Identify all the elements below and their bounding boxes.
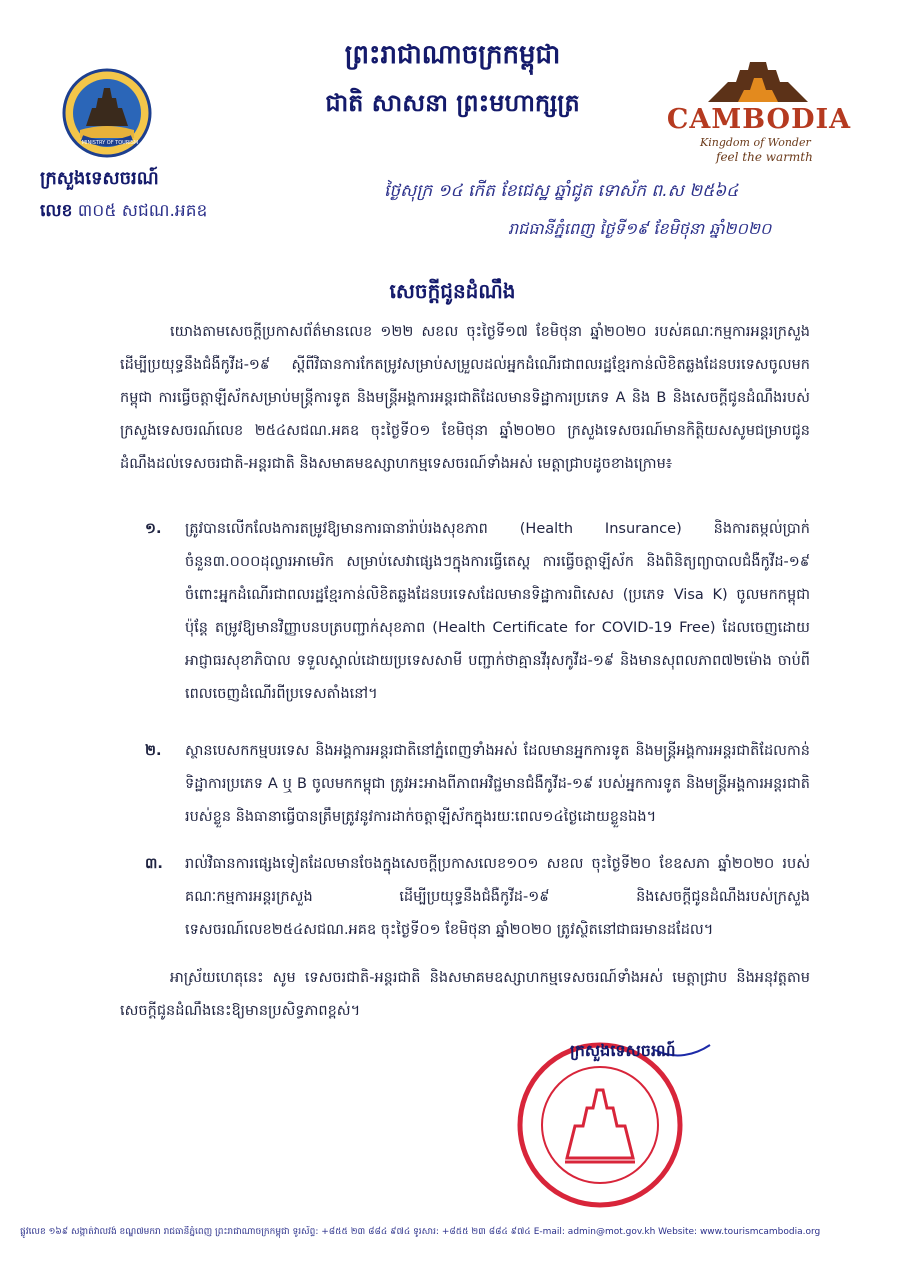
brand-tagline-kingdom: Kingdom of Wonder	[700, 136, 811, 149]
national-motto: ជាតិ សាសនា ព្រះមហាក្សត្រ	[325, 89, 580, 117]
solar-date: រាជធានីភ្នំពេញ ថ្ងៃទី១៩ ខែមិថុនា ឆ្នាំ២០២០	[508, 219, 772, 238]
list-item	[145, 513, 810, 711]
list-item-text: រាល់វិធានការផ្សេងទៀតដែលមានចែងក្នុងសេចក្តីប្រកាសលេខ១០១ សខល ចុះថ្ងៃទី២០ ខែឧសភា ឆ្នាំ២០២០ របស់គណៈកម្មការអន្តរក្រសួង ដើម្បីប្រយុទ្ធនឹងជំងឺកូវីដ-១៩ និងសេចក្តីជូនដំណឹងរបស់ក្រសួងទេសចរណ៍លេខ២៥៤សជណ.អគឧ ចុះថ្ងៃទី០១ ខែមិថុនា ឆ្នាំ២០២០ ត្រូវស្ថិតនៅជាធរមានដដែល។	[185, 856, 810, 938]
reference-label: លេខ	[40, 201, 73, 221]
ministry-name: ក្រសួងទេសចរណ៍	[40, 168, 159, 189]
list-item	[145, 848, 810, 947]
footer-address: ផ្លូវលេខ ១៦៩ សង្កាត់វាលវង់ ខណ្ឌ៧មករា រាជធានីភ្នំពេញ ព្រះរាជាណាចក្រកម្ពុជា ទូរស័ព្ទ: +៨៥៥ ២៣ ៨៨៤ ៩៧៤ ទូរសារ: +៨៥៥ ២៣ ៨៨៤ ៩៧៤	[20, 1227, 531, 1237]
list-item-number: ១.	[145, 521, 162, 537]
closing-paragraph: អាស្រ័យហេតុនេះ សូម ទេសចរជាតិ-អន្តរជាតិ និងសមាគមឧស្សាហកម្មទេសចរណ៍ទាំងអស់ មេត្តាជ្រាប និងអនុវត្តតាមសេចក្តីជូនដំណឹងនេះឱ្យមានប្រសិទ្ធភាពខ្ពស់។	[120, 970, 810, 1019]
document-title: សេចក្តីជូនដំណឹង	[389, 279, 516, 303]
intro-paragraph: យោងតាមសេចក្តីប្រកាសព័ត៌មានលេខ ១២២ សខល ចុះថ្ងៃទី១៧ ខែមិថុនា ឆ្នាំ២០២០ របស់គណៈកម្មការអន្តរក្រសួង ដើម្បីប្រយុទ្ធនឹងជំងឺកូវីដ-១៩ ស្តីពីវិធានការកែតម្រូវសម្រាប់សម្រួលដល់អ្នកដំណើរជាពលរដ្ឋខ្មែរកាន់លិខិតឆ្លងដែនបរទេសចូលមកកម្ពុជា ការធ្វើចត្តាឡីស័កសម្រាប់មន្ត្រីការទូត និងមន្ត្រីអង្គការអន្តរជាតិដែលមានទិដ្ឋាការប្រភេទ A និង B និងសេចក្តីជូនដំណឹងរបស់ក្រសួងទេសចរណ៍លេខ ២៥៤សជណ.អគឧ ចុះថ្ងៃទី០១ ខែមិថុនា ឆ្នាំ២០២០ ក្រសួងទេសចរណ៍មានកិត្តិយសសូមជម្រាបជូនដំណឹងដល់ទេសចរជាតិ-អន្តរជាតិ និងសមាគមឧស្សាហកម្មទេសចរណ៍ទាំងអស់ មេត្តាជ្រាបដូចខាងក្រោម៖	[120, 324, 810, 472]
list-item-number: ២.	[145, 743, 162, 759]
footer-website: Website: www.tourismcambodia.org	[658, 1227, 821, 1237]
reference-value: ៣០៥ សជណ.អគឧ	[77, 201, 208, 221]
signer-name: ក្រសួងទេសចរណ៍	[570, 1041, 676, 1060]
reference-number	[40, 200, 207, 225]
list-item-number: ៣.	[145, 856, 163, 872]
brand-wordmark: CAMBODIA	[666, 104, 852, 135]
footer-email: E-mail: admin@mot.gov.kh	[533, 1227, 656, 1237]
logo-caption: MINISTRY OF TOURISM	[81, 140, 139, 146]
lunar-date: ថ្ងៃសុក្រ ១៤ កើត ខែជេស្ឋ ឆ្នាំជូត ទោស័ក ព.ស ២៥៦៤	[384, 181, 739, 201]
kingdom-title: ព្រះរាជាណាចក្រកម្ពុជា	[344, 40, 561, 70]
footer-contact	[20, 1226, 890, 1239]
brand-tagline-warmth: feel the warmth	[716, 150, 813, 164]
list-item	[145, 735, 810, 834]
list-item-text: ត្រូវបានលើកលែងការតម្រូវឱ្យមានការធានារ៉ាប់រងសុខភាព (Health Insurance) និងការតម្កល់ប្រាក់ចំនួន៣.០០០ដុល្លារអាមេរិក សម្រាប់សេវាផ្សេងៗក្នុងការធ្វើតេស្ត ការធ្វើចត្តាឡីស័ក និងពិនិត្យព្យាបាលជំងឺកូវីដ-១៩ ចំពោះអ្នកដំណើរជាពលរដ្ឋខ្មែរកាន់លិខិតឆ្លងដែនបរទេសដែលមានទិដ្ឋាការពិសេស (ប្រភេទ Visa K) ចូលមកកម្ពុជា ប៉ុន្តែ តម្រូវឱ្យមានវិញ្ញាបនបត្របញ្ជាក់សុខភាព (Health Certificate for COVID-19 Free) ដែលចេញដោយអាជ្ញាធរសុខាភិបាល ទទួលស្គាល់ដោយប្រទេសសាមី បញ្ជាក់ថាគ្មានវីរុសកូវីដ-១៩ និងមានសុពលភាព៧២ម៉ោង ចាប់ពីពេលចេញដំណើរពីប្រទេសតាំងនៅ។	[185, 521, 810, 702]
list-item-text: ស្ថានបេសកកម្មបរទេស និងអង្គការអន្តរជាតិនៅភ្នំពេញទាំងអស់ ដែលមានអ្នកការទូត និងមន្ត្រីអង្គការអន្តរជាតិដែលកាន់ទិដ្ឋាការប្រភេទ A ឬ B ចូលមកកម្ពុជា ត្រូវអះអាងពីភាពអវិជ្ជមានជំងឺកូវីដ-១៩ របស់អ្នកការទូត និងមន្ត្រីអង្គការអន្តរជាតិរបស់ខ្លួន និងធានាធ្វើបានត្រឹមត្រូវនូវការដាក់ចត្តាឡីស័កក្នុងរយៈពេល១៤ថ្ងៃដោយខ្លួនឯង។	[185, 743, 810, 825]
